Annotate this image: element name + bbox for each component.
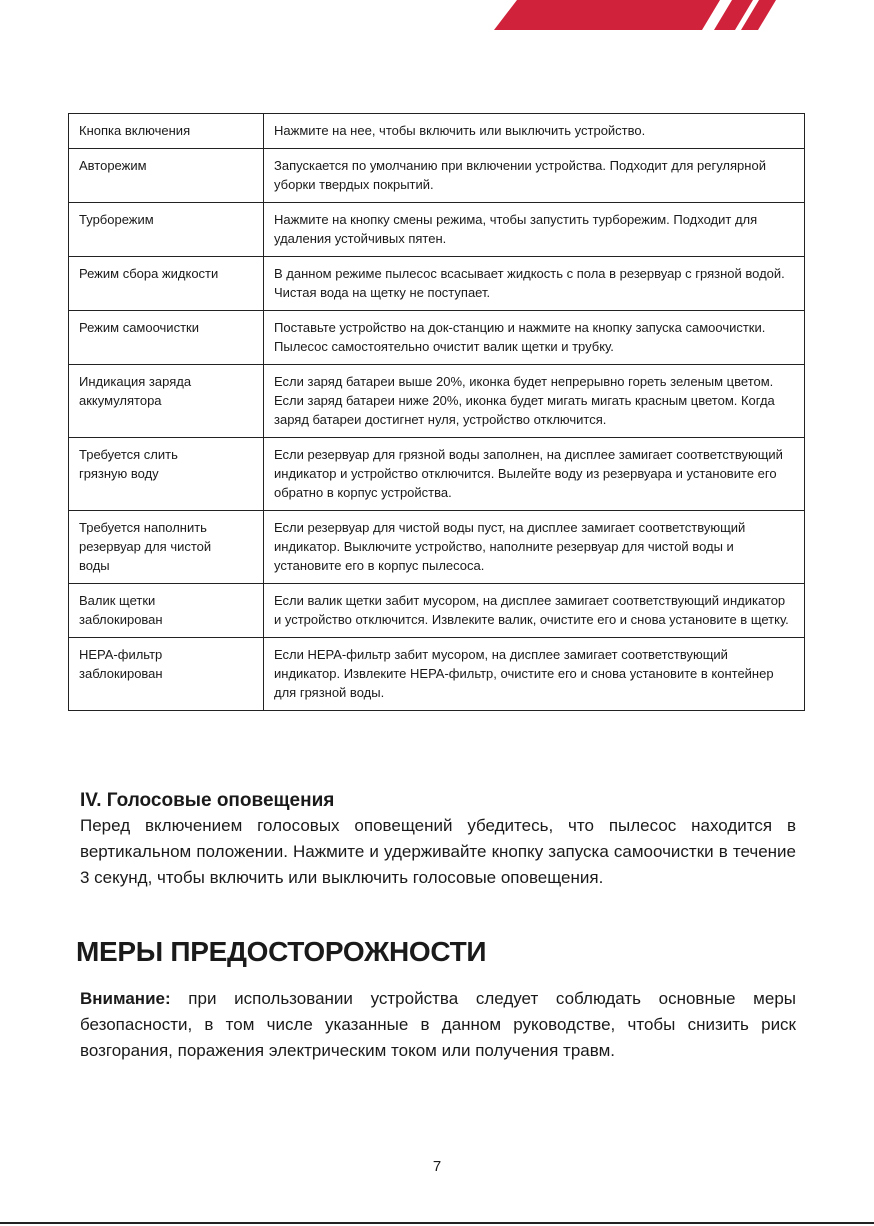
table-row bbox=[69, 257, 805, 311]
functions-table-body bbox=[69, 114, 805, 711]
feature-name-cell: Кнопка включения bbox=[69, 114, 264, 149]
functions-table bbox=[68, 113, 805, 711]
feature-name-cell: Индикация заряда аккумулятора bbox=[69, 365, 264, 438]
feature-description-cell: Если валик щетки забит мусором, на дисплее замигает соответствующий индикатор и устройство отключится. Извлеките валик, очистите его и снова установите в щетку. bbox=[264, 584, 805, 638]
feature-name-cell: Режим сбора жидкости bbox=[69, 257, 264, 311]
precautions-heading: МЕРЫ ПРЕДОСТОРОЖНОСТИ bbox=[76, 936, 487, 967]
bottom-rule bbox=[0, 1222, 874, 1224]
feature-description-cell: Если заряд батареи выше 20%, иконка будет непрерывно гореть зеленым цветом. Если заряд батареи ниже 20%, иконка будет мигать мигать красным цветом. Когда заряд батареи достигнет нуля, устройство отключится. bbox=[264, 365, 805, 438]
feature-name-cell: Требуется слить грязную воду bbox=[69, 438, 264, 511]
voice-alerts-text: Перед включением голосовых оповещений убедитесь, что пылесос находится в вертикальном положении. Нажмите и удерживайте кнопку запуска самоочистки в течение 3 секунд, чтобы включить или выключить голосовые оповещения. bbox=[80, 816, 796, 887]
table-row bbox=[69, 638, 805, 711]
feature-description-cell: Если резервуар для чистой воды пуст, на дисплее замигает соответствующий индикатор. Выключите устройство, наполните резервуар для чистой воды и установите его в корпус пылесоса. bbox=[264, 511, 805, 584]
feature-description-cell: Запускается по умолчанию при включении устройства. Подходит для регулярной уборки твердых покрытий. bbox=[264, 149, 805, 203]
feature-name-cell: Турборежим bbox=[69, 203, 264, 257]
warning-label: Внимание: bbox=[80, 989, 171, 1008]
feature-name-cell: Требуется наполнить резервуар для чистой воды bbox=[69, 511, 264, 584]
table-row bbox=[69, 365, 805, 438]
feature-name-cell: Режим самоочистки bbox=[69, 311, 264, 365]
feature-name-cell: HEPA-фильтр заблокирован bbox=[69, 638, 264, 711]
table-row bbox=[69, 311, 805, 365]
feature-description-cell: Поставьте устройство на док-станцию и нажмите на кнопку запуска самоочистки. Пылесос самостоятельно очистит валик щетки и трубку. bbox=[264, 311, 805, 365]
feature-description-cell: Нажмите на нее, чтобы включить или выключить устройство. bbox=[264, 114, 805, 149]
table-row bbox=[69, 149, 805, 203]
warning-text: при использовании устройства следует соблюдать основные меры безопасности, в том числе указанные в данном руководстве, чтобы снизить риск возгорания, поражения электрическим током или получения травм. bbox=[80, 989, 796, 1060]
header-stripes-decoration bbox=[0, 0, 874, 30]
table-row bbox=[69, 511, 805, 584]
voice-alerts-heading: IV. Голосовые оповещения bbox=[80, 790, 335, 811]
page-number: 7 bbox=[432, 1158, 442, 1175]
header-red-band bbox=[494, 0, 720, 30]
feature-name-cell: Валик щетки заблокирован bbox=[69, 584, 264, 638]
feature-description-cell: Если резервуар для грязной воды заполнен, на дисплее замигает соответствующий индикатор и устройство отключится. Вылейте воду из резервуара и установите его обратно в корпус устройства. bbox=[264, 438, 805, 511]
feature-description-cell: В данном режиме пылесос всасывает жидкость с пола в резервуар с грязной водой. Чистая вода на щетку не поступает. bbox=[264, 257, 805, 311]
feature-description-cell: Нажмите на кнопку смены режима, чтобы запустить турборежим. Подходит для удаления устойчивых пятен. bbox=[264, 203, 805, 257]
table-row bbox=[69, 584, 805, 638]
table-row bbox=[69, 438, 805, 511]
table-row bbox=[69, 114, 805, 149]
feature-name-cell: Авторежим bbox=[69, 149, 264, 203]
feature-description-cell: Если HEPA-фильтр забит мусором, на дисплее замигает соответствующий индикатор. Извлеките HEPA-фильтр, очистите его и снова установите в контейнер для грязной воды. bbox=[264, 638, 805, 711]
table-row bbox=[69, 203, 805, 257]
precautions-warning bbox=[80, 986, 796, 1064]
